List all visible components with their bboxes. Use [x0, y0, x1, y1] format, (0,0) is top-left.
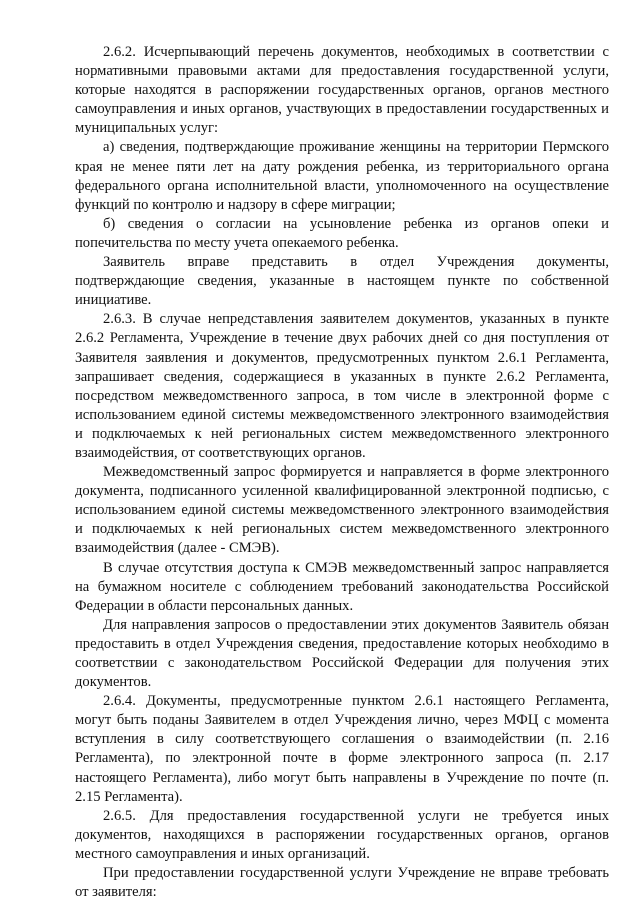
paragraph-2-6-4: 2.6.4. Документы, предусмотренные пунктом 2.6.1 настоящего Регламента, могут быть поданы Заявителем в отдел Учреждения лично, через МФЦ с момента вступления в силу соответствующего соглашения о взаимодействии (п. 2.16 Регламента), по электронной почте в форме электронного запроса (п. 2.17 настоящего Регламента), либо могут быть направлены в Учреждение по почте (п. 2.15 Регламента).: [75, 693, 609, 805]
paragraph-applicant-right: Заявитель вправе представить в отдел Учреждения документы, подтверждающие сведения, указанные в настоящем пункте по собственной инициативе.: [75, 254, 609, 309]
paragraph-2-6-5: 2.6.5. Для предоставления государственной услуги не требуется иных документов, находящихся в распоряжении государственных органов, органов местного самоуправления и иных организаций.: [75, 807, 609, 862]
paragraph-2-6-3: 2.6.3. В случае непредставления заявителем документов, указанных в пункте 2.6.2 Регламента, Учреждение в течение двух рабочих дней со дня поступления от Заявителя заявления и документов, предусмотренных пунктом 2.6.1 Регламента, запрашивает сведения, содержащиеся в указанных в пункте 2.6.2 Регламента, посредством межведомственного запроса, в том числе в электронной форме с использованием единой системы межведомственного электронного взаимодействия и подключаемых к ней региональных систем межведомственного электронного взаимодействия, от соответствующих органов.: [75, 311, 609, 461]
paragraph-interagency-request: Межведомственный запрос формируется и направляется в форме электронного документа, подписанного усиленной квалифицированной электронной подписью, с использованием единой системы межведомственного электронного взаимодействия и подключаемых к ней региональных систем межведомственного электронного взаимодействия (далее - СМЭВ).: [75, 464, 609, 557]
paragraph-item-b: б) сведения о согласии на усыновление ребенка из органов опеки и попечительства по месту учета опекаемого ребенка.: [75, 215, 609, 251]
paragraph-no-smev-access: В случае отсутствия доступа к СМЭВ межведомственный запрос направляется на бумажном носителе с соблюдением требований законодательства Российской Федерации в области персональных данных.: [75, 559, 609, 614]
paragraph-item-a: а) сведения, подтверждающие проживание женщины на территории Пермского края не менее пяти лет на дату рождения ребенка, из территориального органа федерального органа исполнительной власти, уполномоченного на осуществление функций по контролю и надзору в сфере миграции;: [75, 139, 609, 213]
paragraph-2-6-2: 2.6.2. Исчерпывающий перечень документов, необходимых в соответствии с нормативными правовыми актами для предоставления государственной услуги, которые находятся в распоряжении государственных органов, органов местного самоуправления и иных органов, участвующих в предоставлении государственных и муниципальных услуг:: [75, 44, 609, 137]
paragraph-not-entitled: При предоставлении государственной услуги Учреждение не вправе требовать от заявителя:: [75, 865, 609, 901]
paragraph-request-information: Для направления запросов о предоставлении этих документов Заявитель обязан предоставить в отдел Учреждения сведения, предоставление которых необходимо в соответствии с законодательством Российской Федерации для получения этих документов.: [75, 616, 609, 691]
document-body: [75, 43, 609, 902]
